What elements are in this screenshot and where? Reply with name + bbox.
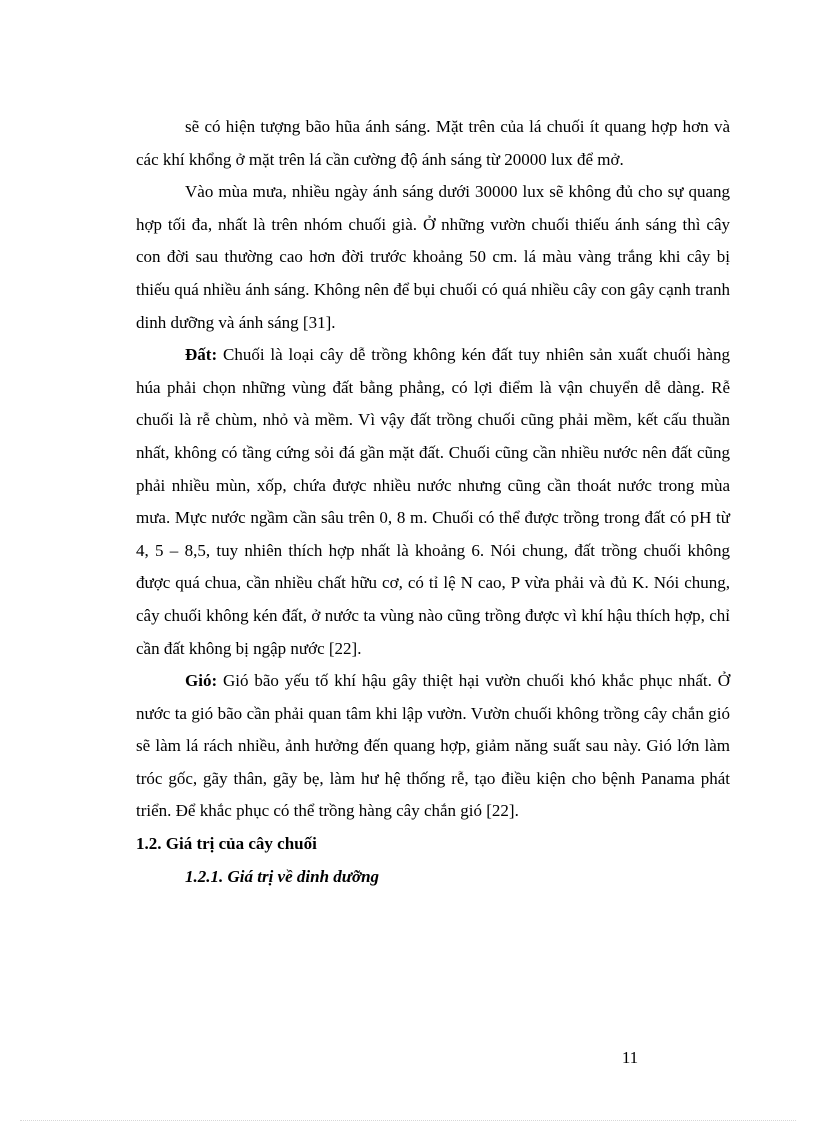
section-heading: 1.2. Giá trị của cây chuối (136, 834, 317, 854)
paragraph-text: Gió bão yếu tố khí hậu gây thiệt hại vườn chuối khó khắc phục nhất. Ở nước ta gió bão cần phải quan tâm khi lập vườn. Vườn chuối không trồng cây chắn gió sẽ làm lá rách nhiều, ảnh hưởng đến quang hợp, giảm năng suất sau này. Gió lớn làm tróc gốc, gãy thân, gãy bẹ, làm hư hệ thống rễ, tạo điều kiện cho bệnh Panama phát triển. Để khắc phục có thể trồng hàng cây chắn gió [22]. (136, 671, 730, 821)
body-text (136, 111, 730, 893)
paragraph-text: Vào mùa mưa, nhiều ngày ánh sáng dưới 30000 lux sẽ không đủ cho sự quang hợp tối đa, nhất là trên nhóm chuối già. Ở những vườn chuối thiếu ánh sáng thì cây con đời sau thường cao hơn đời trước khoảng 50 cm. lá màu vàng trắng khi cây bị thiếu quá nhiều ánh sáng. Không nên để bụi chuối có quá nhiều cây con gây cạnh tranh dinh dưỡng và ánh sáng [31]. (136, 182, 730, 332)
paragraph-wind (136, 665, 730, 828)
page-bottom-divider (20, 1120, 796, 1121)
paragraph-soil (136, 339, 730, 665)
paragraph-lead-wind: Gió: (185, 671, 218, 691)
paragraph-lead-soil: Đất: (185, 345, 218, 365)
paragraph-text: sẽ có hiện tượng bão hũa ánh sáng. Mặt trên của lá chuối ít quang hợp hơn và các khí khổng ở mặt trên lá cần cường độ ánh sáng từ 20000 lux để mở. (136, 117, 730, 169)
subsection-heading: 1.2.1. Giá trị về dinh dưỡng (185, 866, 380, 886)
page-number: 11 (621, 1048, 639, 1067)
paragraph-text: Chuối là loại cây dễ trồng không kén đất tuy nhiên sản xuất chuối hàng húa phải chọn những vùng đất bằng phẳng, có lợi điểm là vận chuyển dễ dàng. Rễ chuối là rễ chùm, nhỏ và mềm. Vì vậy đất trồng chuối cũng phải mềm, kết cấu thuần nhất, không có tầng cứng sỏi đá gần mặt đất. Chuối cũng cần nhiều nước nên đất cũng phải nhiều mùn, xốp, chứa được nhiều nước nhưng cũng cần thoát nước trong mùa mưa. Mực nước ngầm cần sâu trên 0, 8 m. Chuối có thể được trồng trong đất có pH từ 4, 5 – 8,5, tuy nhiên thích hợp nhất là khoảng 6. Nói chung, đất trồng chuối không được quá chua, cần nhiều chất hữu cơ, có tỉ lệ N cao, P vừa phải và đủ K. Nói chung, cây chuối không kén đất, ở nước ta vùng nào cũng trồng được vì khí hậu thích hợp, chỉ cần đất không bị ngập nước [22]. (136, 345, 730, 658)
paragraph-light-saturation (136, 111, 730, 176)
paragraph-rainy-season (136, 176, 730, 339)
